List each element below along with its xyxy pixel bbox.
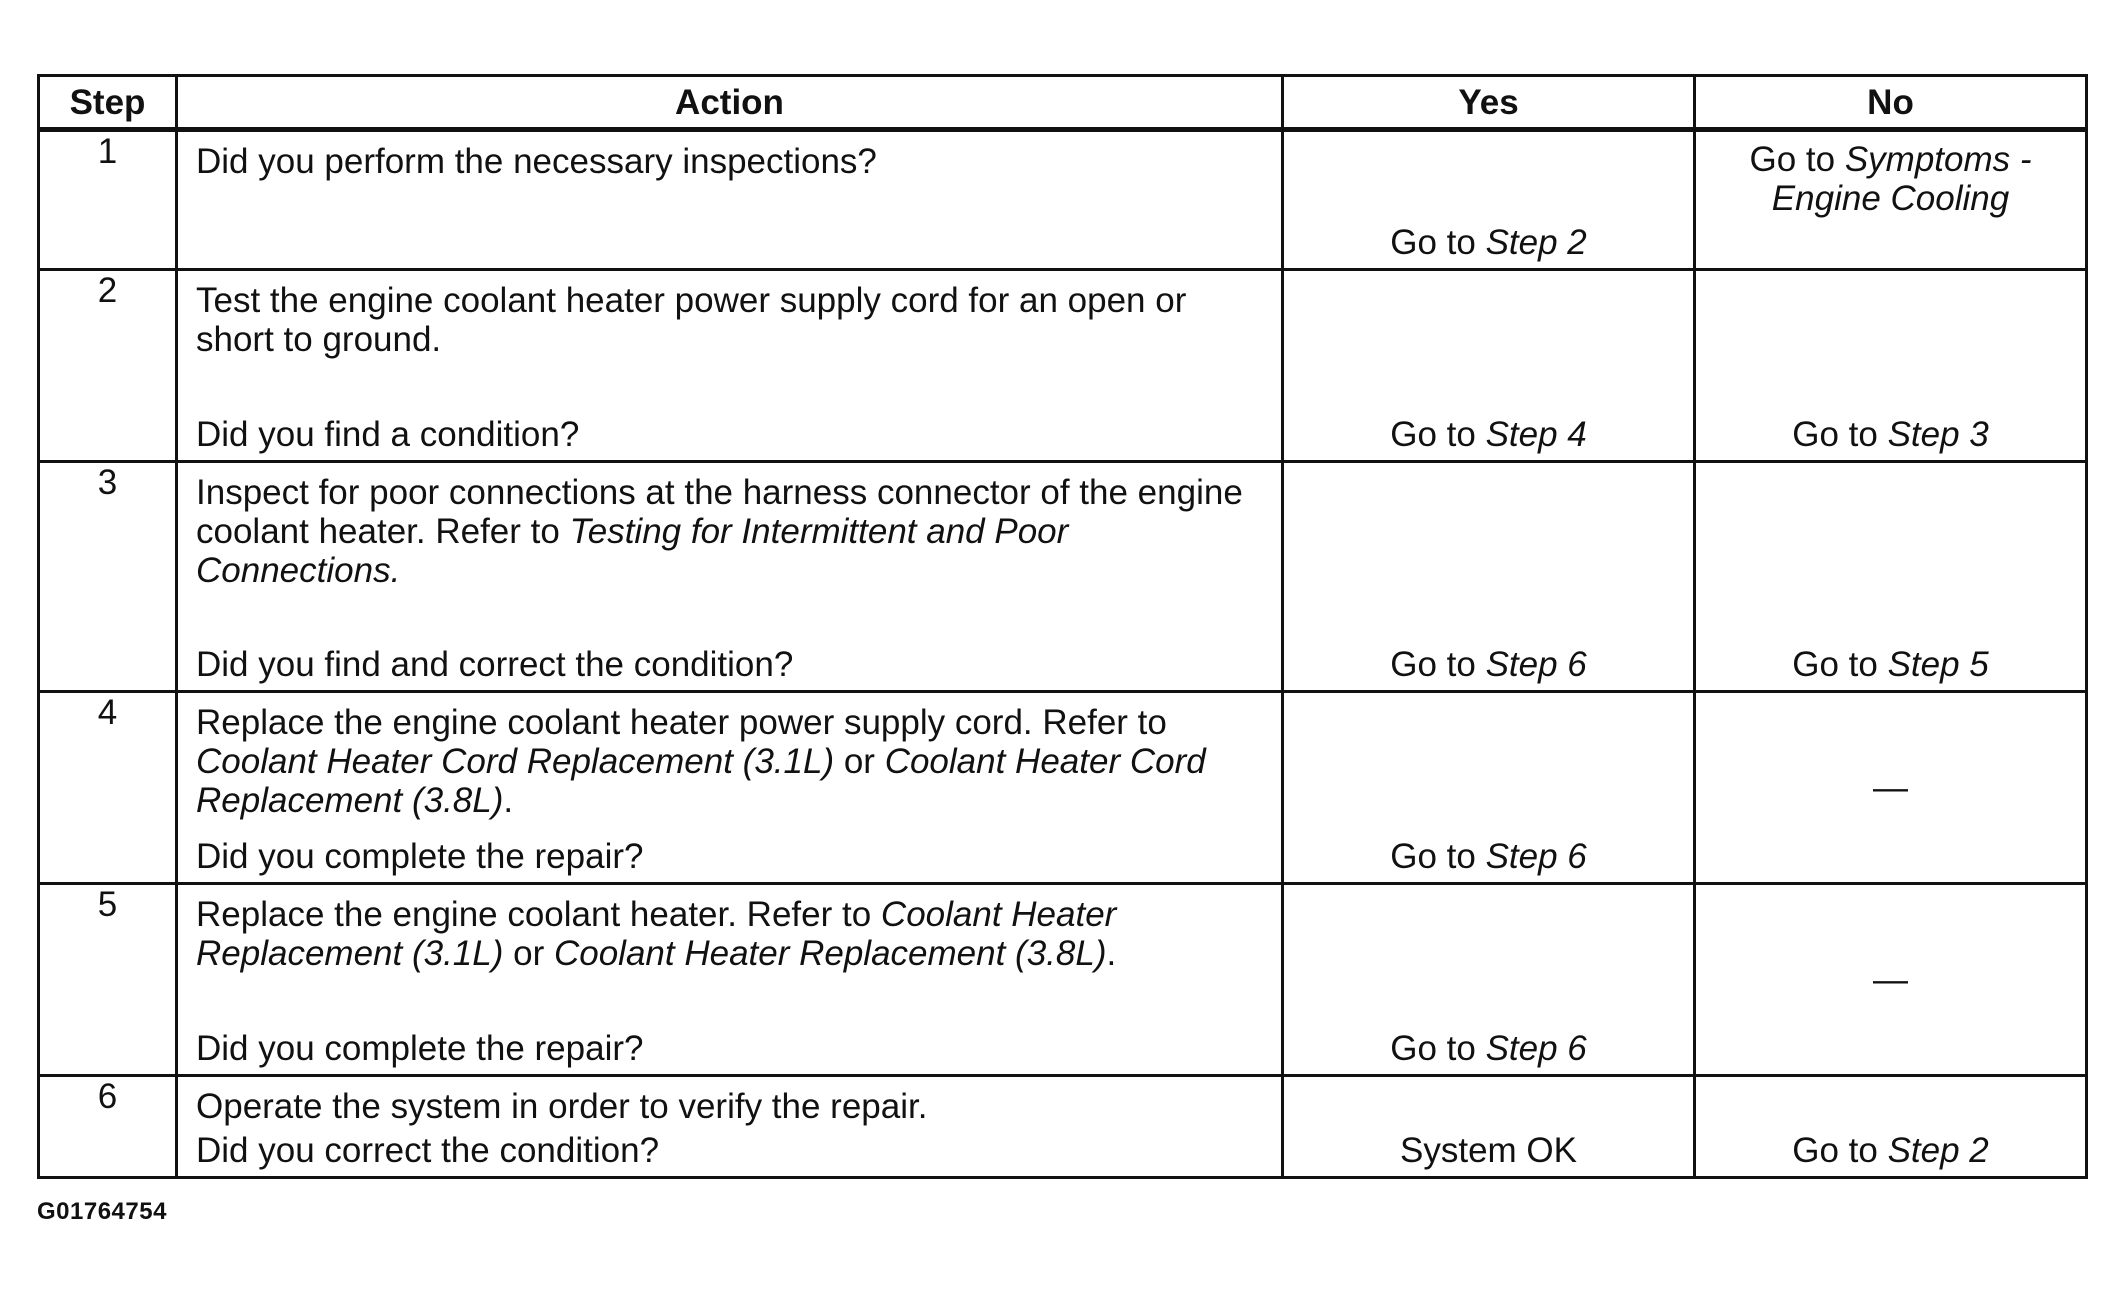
reference-text: Coolant Heater Cord Replacement (3.1L)	[196, 742, 835, 781]
no-result	[1696, 415, 2085, 454]
reference-text: Coolant Heater Replacement (3.8L)	[553, 934, 1107, 973]
figure-id: G01764754	[37, 1198, 167, 1225]
action-text	[196, 142, 1269, 181]
reference-text: Step 6	[1485, 1029, 1587, 1068]
reference-text: Testing for Intermittent and Poor Connections.	[196, 512, 1069, 590]
no-cell	[1695, 884, 2087, 1076]
reference-text: Step 6	[1485, 645, 1587, 684]
action-text	[196, 473, 1269, 590]
header-no: No	[1695, 76, 2087, 130]
header-step: Step	[39, 76, 177, 130]
no-cell	[1695, 130, 2087, 270]
header-action: Action	[177, 76, 1283, 130]
text-run: Go to	[1749, 140, 1845, 179]
table-row	[39, 884, 2087, 1076]
step-number: 6	[39, 1076, 177, 1178]
text-run: Operate the system in order to verify the repair.	[196, 1087, 928, 1126]
text-run: Go to	[1390, 645, 1486, 684]
no-cell	[1695, 1076, 2087, 1178]
yes-result	[1284, 1131, 1693, 1170]
action-cell	[177, 462, 1283, 692]
text-run: Go to	[1390, 415, 1486, 454]
text-run: —	[1873, 768, 1908, 807]
yes-result	[1284, 415, 1693, 454]
yes-result	[1284, 223, 1693, 262]
action-cell	[177, 1076, 1283, 1178]
text-run: .	[503, 781, 514, 820]
table-row	[39, 1076, 2087, 1178]
step-number: 5	[39, 884, 177, 1076]
diagnostic-table	[37, 74, 2088, 1179]
action-text	[196, 895, 1269, 973]
reference-text: Step 2	[1887, 1131, 1989, 1170]
reference-text: Step 2	[1485, 223, 1587, 262]
yes-result	[1284, 837, 1693, 876]
yes-result	[1284, 645, 1693, 684]
text-run: Replace the engine coolant heater. Refer to	[196, 895, 881, 934]
no-cell	[1695, 462, 2087, 692]
table-row	[39, 130, 2087, 270]
text-run: Test the engine coolant heater power supply cord for an open or short to ground.	[196, 281, 1187, 359]
no-cell	[1695, 692, 2087, 884]
text-run: Go to	[1792, 415, 1888, 454]
action-cell	[177, 884, 1283, 1076]
step-number: 4	[39, 692, 177, 884]
header-row	[39, 76, 2087, 130]
table-row	[39, 692, 2087, 884]
yes-cell	[1283, 884, 1695, 1076]
action-question: Did you complete the repair?	[196, 837, 644, 876]
reference-text: Symptoms - Engine Cooling	[1771, 140, 2032, 218]
text-run: —	[1873, 960, 1908, 999]
text-run: Go to	[1390, 837, 1486, 876]
reference-text: Step 3	[1887, 415, 1989, 454]
yes-result	[1284, 1029, 1693, 1068]
action-text	[196, 1087, 1269, 1126]
text-run: Inspect for poor connections at the harness connector of the engine coolant heater. Refer to	[196, 473, 1243, 551]
text-run: Go to	[1792, 645, 1888, 684]
action-cell	[177, 130, 1283, 270]
reference-text: Coolant Heater Replacement (3.1L)	[196, 895, 1117, 973]
no-result	[1696, 1131, 2085, 1170]
action-cell	[177, 692, 1283, 884]
reference-text: Step 5	[1887, 645, 1989, 684]
table-row	[39, 462, 2087, 692]
reference-text: Coolant Heater Cord Replacement (3.8L)	[196, 742, 1206, 820]
action-question: Did you find a condition?	[196, 415, 580, 454]
yes-cell	[1283, 692, 1695, 884]
reference-text: Step 4	[1485, 415, 1587, 454]
no-cell	[1695, 270, 2087, 462]
action-cell	[177, 270, 1283, 462]
yes-cell	[1283, 462, 1695, 692]
reference-text: Step 6	[1485, 837, 1587, 876]
text-run: or	[503, 934, 554, 973]
yes-cell	[1283, 270, 1695, 462]
no-result	[1696, 140, 2085, 218]
yes-cell	[1283, 1076, 1695, 1178]
action-text	[196, 281, 1269, 359]
action-text	[196, 703, 1269, 820]
no-result	[1696, 960, 2085, 999]
step-number: 2	[39, 270, 177, 462]
step-number: 3	[39, 462, 177, 692]
action-question: Did you complete the repair?	[196, 1029, 644, 1068]
table-row	[39, 270, 2087, 462]
no-result	[1696, 645, 2085, 684]
text-run: Did you perform the necessary inspections?	[196, 142, 877, 181]
text-run: .	[1106, 934, 1117, 973]
text-run: Go to	[1792, 1131, 1888, 1170]
text-run: Go to	[1390, 1029, 1486, 1068]
step-number: 1	[39, 130, 177, 270]
no-result	[1696, 768, 2085, 807]
yes-cell	[1283, 130, 1695, 270]
action-question: Did you find and correct the condition?	[196, 645, 794, 684]
action-question: Did you correct the condition?	[196, 1131, 660, 1170]
header-yes: Yes	[1283, 76, 1695, 130]
text-run: System OK	[1400, 1131, 1577, 1170]
text-run: Go to	[1390, 223, 1486, 262]
text-run: Replace the engine coolant heater power supply cord. Refer to	[196, 703, 1167, 742]
text-run: or	[834, 742, 885, 781]
